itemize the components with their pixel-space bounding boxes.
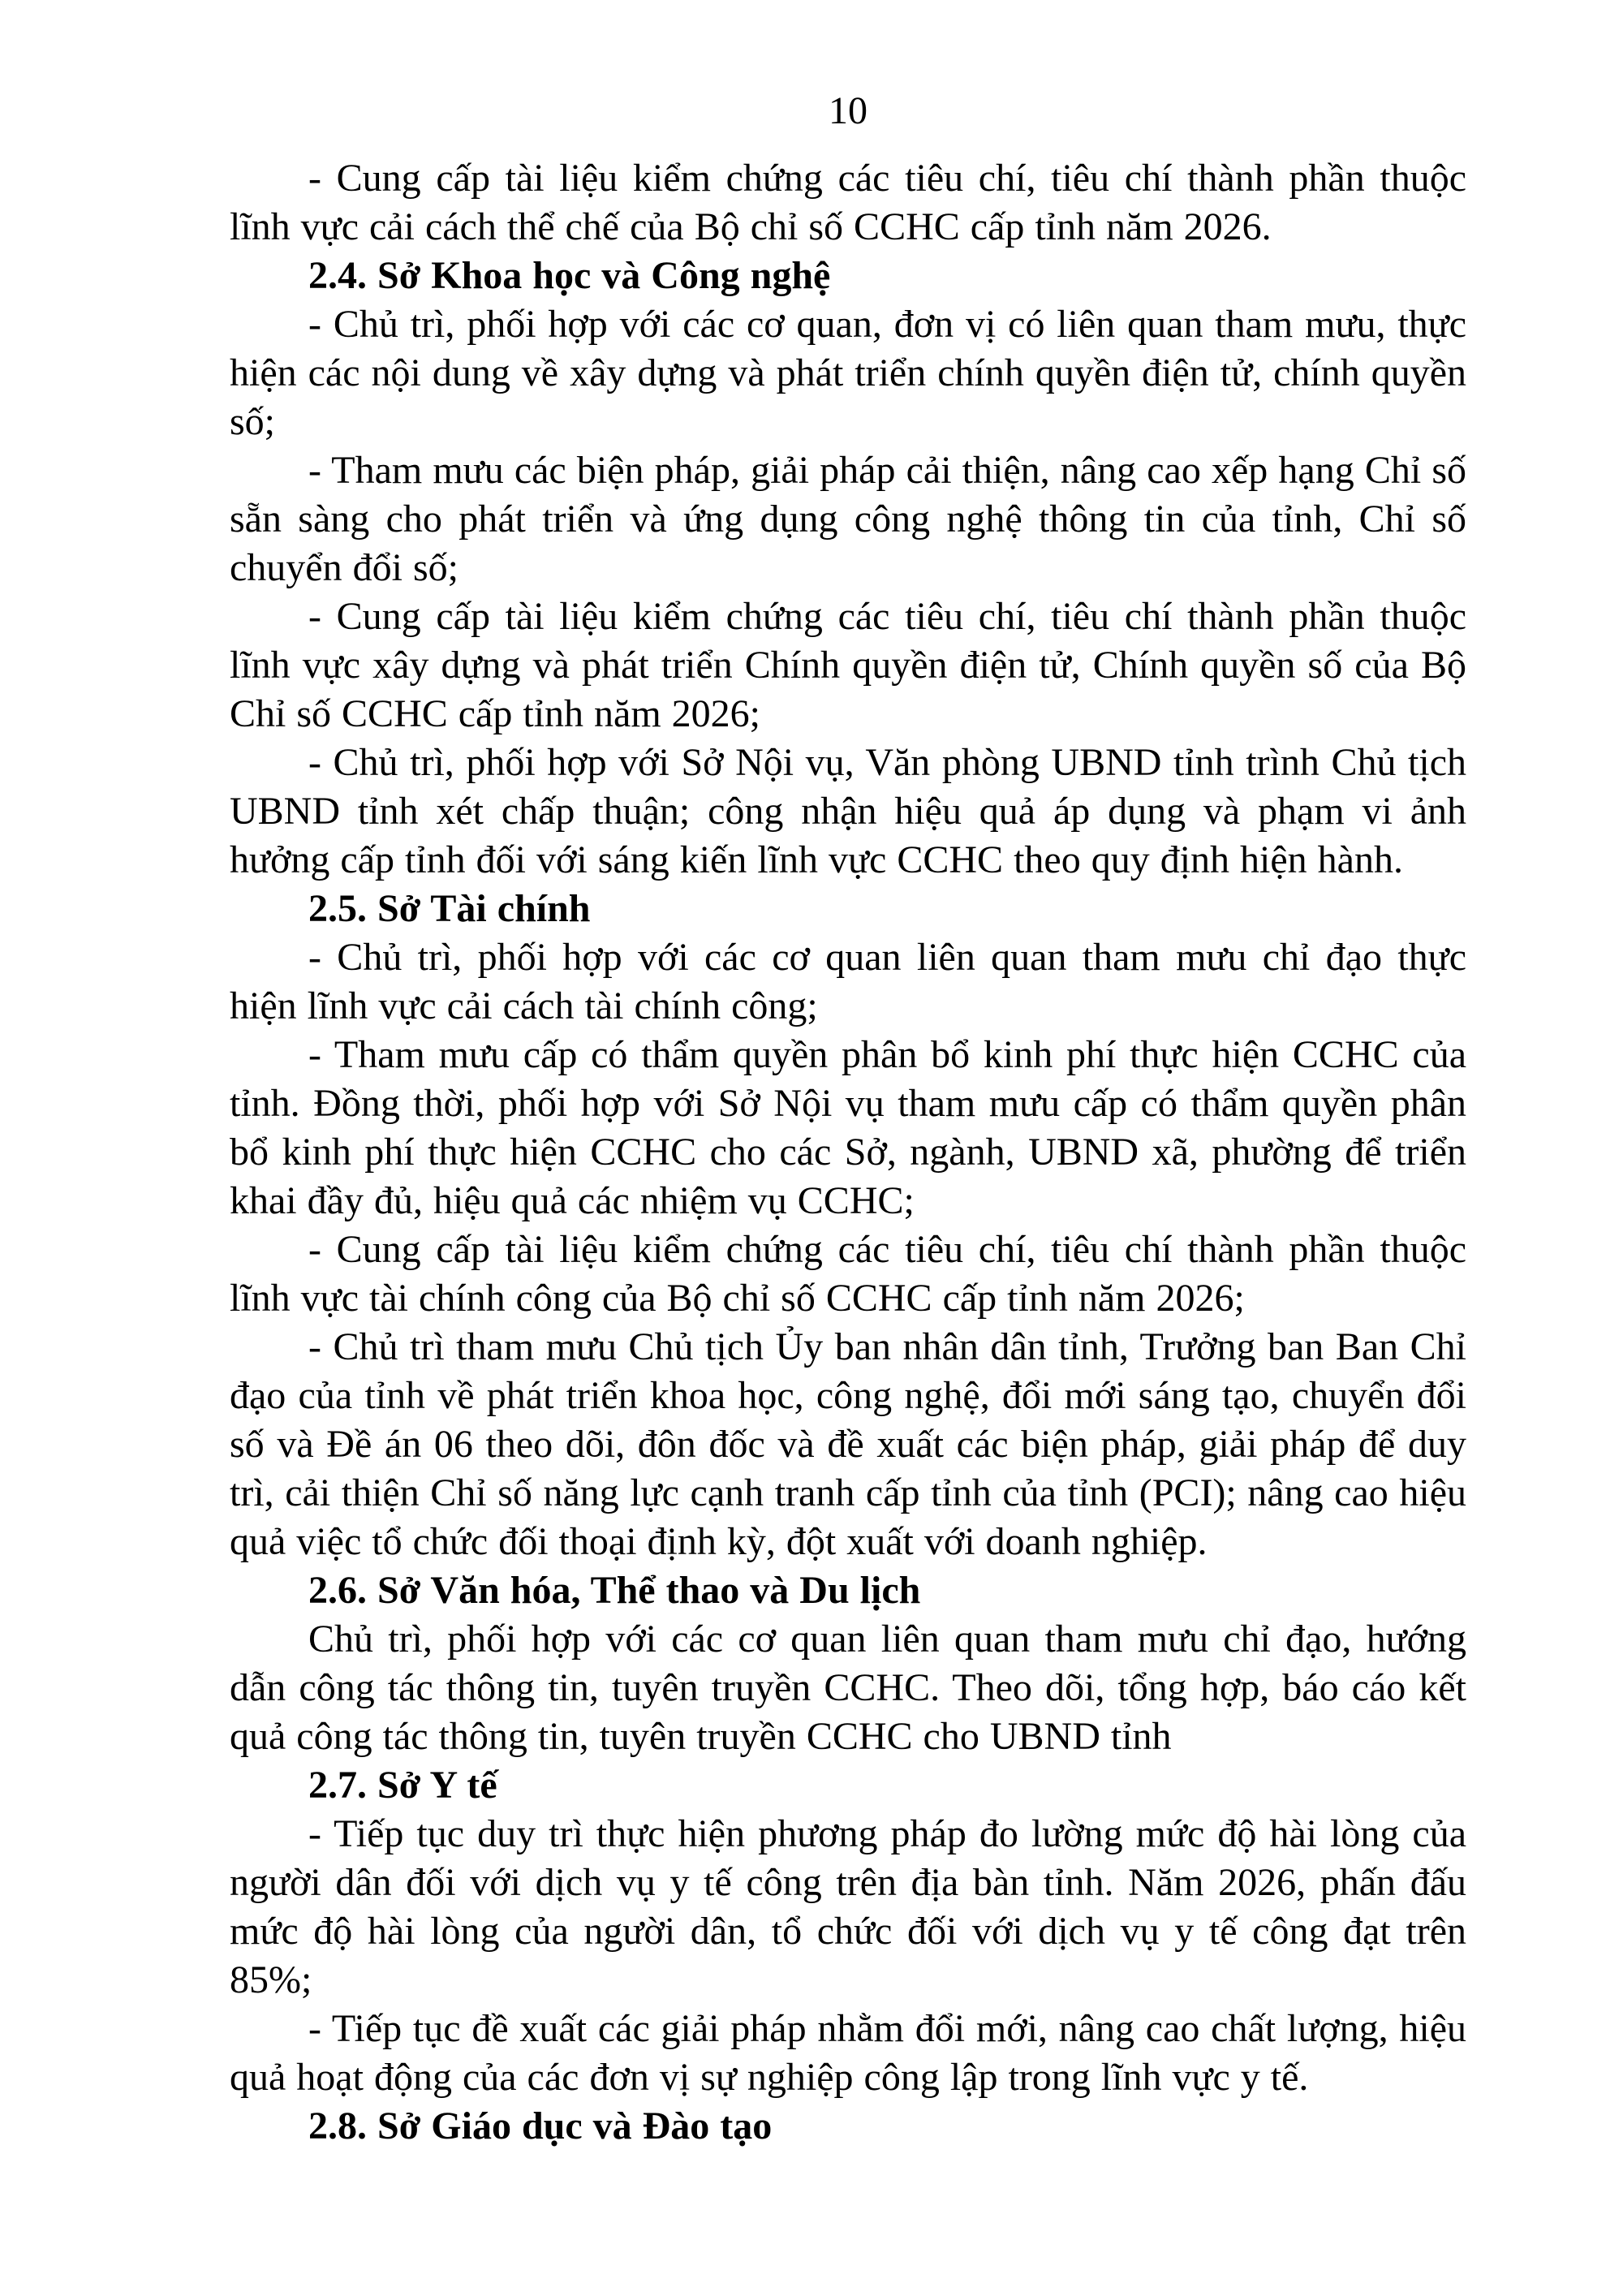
paragraph: - Chủ trì, phối hợp với các cơ quan, đơn vị có liên quan tham mưu, thực hiện các nội dung về xây dựng và phát triển chính quyền điện tử, chính quyền số; <box>230 303 1466 443</box>
paragraph: - Chủ trì, phối hợp với Sở Nội vụ, Văn phòng UBND tỉnh trình Chủ tịch UBND tỉnh xét chấp thuận; công nhận hiệu quả áp dụng và phạm vi ảnh hưởng cấp tỉnh đối với sáng kiến lĩnh vực CCHC theo quy định hiện hành. <box>230 741 1466 881</box>
section-heading: 2.5. Sở Tài chính <box>308 887 591 930</box>
paragraph: - Cung cấp tài liệu kiểm chứng các tiêu chí, tiêu chí thành phần thuộc lĩnh vực tài chính công của Bộ chỉ số CCHC cấp tỉnh năm 2026; <box>230 1228 1466 1320</box>
section-heading: 2.4. Sở Khoa học và Công nghệ <box>308 254 831 297</box>
paragraph: - Tiếp tục đề xuất các giải pháp nhằm đổi mới, nâng cao chất lượng, hiệu quả hoạt động của các đơn vị sự nghiệp công lập trong lĩnh vực y tế. <box>230 2007 1466 2099</box>
paragraph: - Cung cấp tài liệu kiểm chứng các tiêu chí, tiêu chí thành phần thuộc lĩnh vực xây dựng và phát triển Chính quyền điện tử, Chính quyền số của Bộ Chỉ số CCHC cấp tỉnh năm 2026; <box>230 595 1466 735</box>
paragraph: - Tham mưu cấp có thẩm quyền phân bổ kinh phí thực hiện CCHC của tỉnh. Đồng thời, phối hợp với Sở Nội vụ tham mưu cấp có thẩm quyền phân bổ kinh phí thực hiện CCHC cho các Sở, ngành, UBND xã, phường để triển khai đầy đủ, hiệu quả các nhiệm vụ CCHC; <box>230 1033 1466 1222</box>
text-block <box>230 87 1466 2151</box>
paragraph: - Cung cấp tài liệu kiểm chứng các tiêu chí, tiêu chí thành phần thuộc lĩnh vực cải cách thể chế của Bộ chỉ số CCHC cấp tỉnh năm 2026. <box>230 157 1466 248</box>
paragraph: - Chủ trì tham mưu Chủ tịch Ủy ban nhân dân tỉnh, Trưởng ban Ban Chỉ đạo của tỉnh về phát triển khoa học, công nghệ, đổi mới sáng tạo, chuyển đổi số và Đề án 06 theo dõi, đôn đốc và đề xuất các biện pháp, giải pháp để duy trì, cải thiện Chỉ số năng lực cạnh tranh cấp tỉnh của tỉnh (PCI); nâng cao hiệu quả việc tổ chức đối thoại định kỳ, đột xuất với doanh nghiệp. <box>230 1325 1466 1563</box>
section-heading: 2.6. Sở Văn hóa, Thể thao và Du lịch <box>308 1569 921 1612</box>
paragraph: - Chủ trì, phối hợp với các cơ quan liên quan tham mưu chỉ đạo thực hiện lĩnh vực cải cách tài chính công; <box>230 936 1466 1027</box>
paragraph: - Tiếp tục duy trì thực hiện phương pháp đo lường mức độ hài lòng của người dân đối với dịch vụ y tế công trên địa bàn tỉnh. Năm 2026, phấn đấu mức độ hài lòng của người dân, tổ chức đối với dịch vụ y tế công đạt trên 85%; <box>230 1812 1466 2001</box>
section-heading: 2.7. Sở Y tế <box>308 1764 497 1807</box>
section-heading: 2.8. Sở Giáo dục và Đào tạo <box>308 2104 773 2147</box>
paragraph: Chủ trì, phối hợp với các cơ quan liên quan tham mưu chỉ đạo, hướng dẫn công tác thông tin, tuyên truyền CCHC. Theo dõi, tổng hợp, báo cáo kết quả công tác thông tin, tuyên truyền CCHC cho UBND tỉnh <box>230 1618 1466 1758</box>
page-number: 10 <box>829 89 867 132</box>
paragraph: - Tham mưu các biện pháp, giải pháp cải thiện, nâng cao xếp hạng Chỉ số sẵn sàng cho phát triển và ứng dụng công nghệ thông tin của tỉnh, Chỉ số chuyển đổi số; <box>230 449 1466 589</box>
